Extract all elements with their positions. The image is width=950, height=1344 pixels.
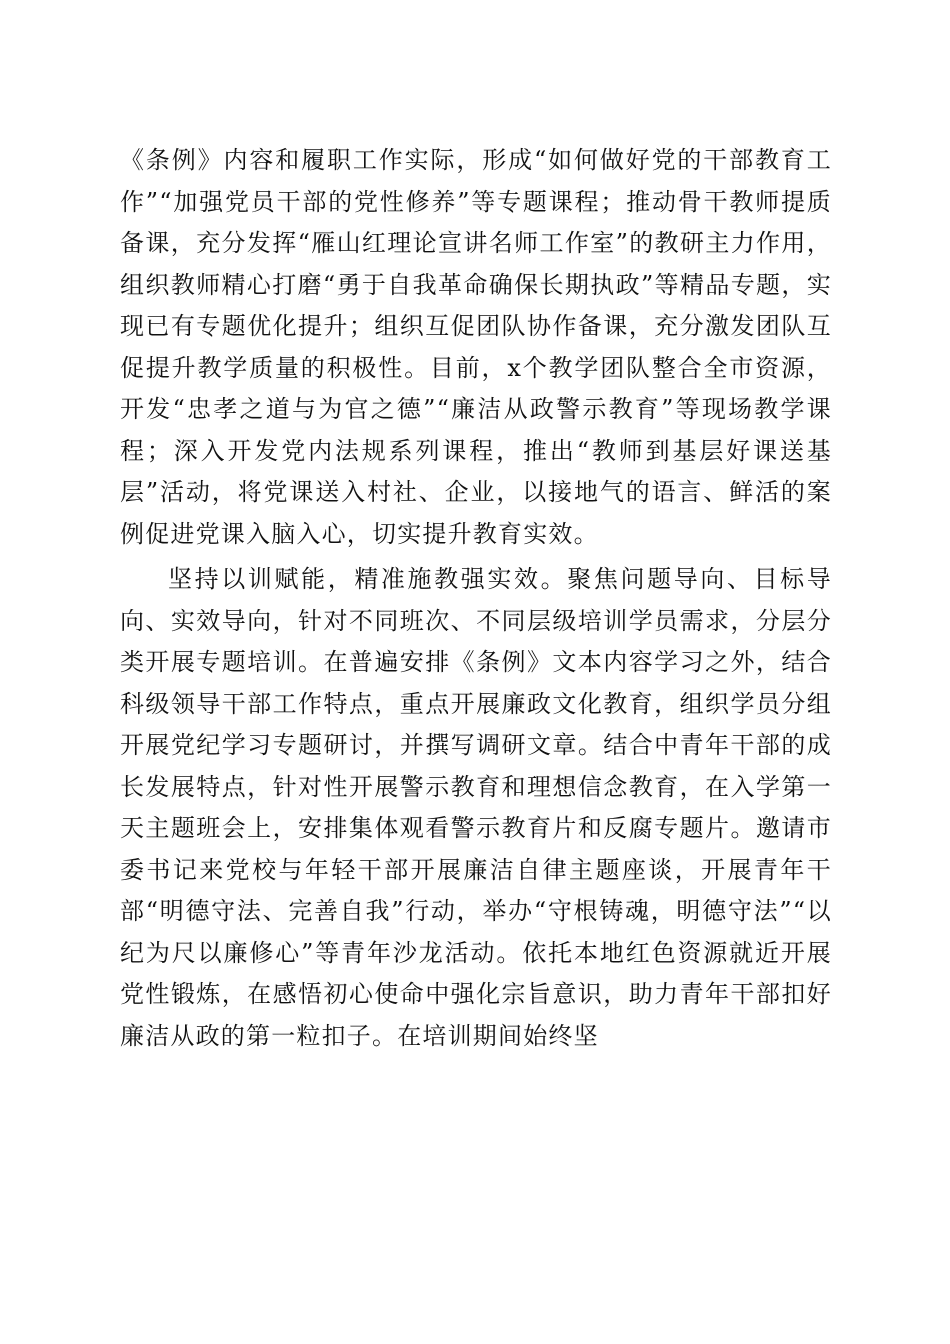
document-body (120, 140, 832, 1057)
paragraph-2: 坚持以训赋能，精准施教强实效。聚焦问题导向、目标导向、实效导向，针对不同班次、不同层级培训学员需求，分层分类开展专题培训。在普遍安排《条例》文本内容学习之外，结合科级领导干部工作特点，重点开展廉政文化教育，组织学员分组开展党纪学习专题研讨，并撰写调研文章。结合中青年干部的成长发展特点，针对性开展警示教育和理想信念教育，在入学第一天主题班会上，安排集体观看警示教育片和反腐专题片。邀请市委书记来党校与年轻干部开展廉洁自律主题座谈，开展青年干部“明德守法、完善自我”行动，举办“守根铸魂，明德守法”“以纪为尺以廉修心”等青年沙龙活动。依托本地红色资源就近开展党性锻炼，在感悟初心使命中强化宗旨意识，助力青年干部扣好廉洁从政的第一粒扣子。在培训期间始终坚 (120, 565, 832, 1050)
paragraph-1: 《条例》内容和履职工作实际，形成“如何做好党的干部教育工作”“加强党员干部的党性修养”等专题课程；推动骨干教师提质备课，充分发挥“雁山红理论宣讲名师工作室”的教研主力作用，组织教师精心打磨“勇于自我革命确保长期执政”等精品专题，实现已有专题优化提升；组织互促团队协作备课，充分激发团队互促提升教学质量的积极性。目前，x个教学团队整合全市资源，开发“忠孝之道与为官之德”“廉洁从政警示教育”等现场教学课程；深入开发党内法规系列课程，推出“教师到基层好课送基层”活动，将党课送入村社、企业，以接地气的语言、鲜活的案例促进党课入脑入心，切实提升教育实效。 (120, 146, 832, 548)
